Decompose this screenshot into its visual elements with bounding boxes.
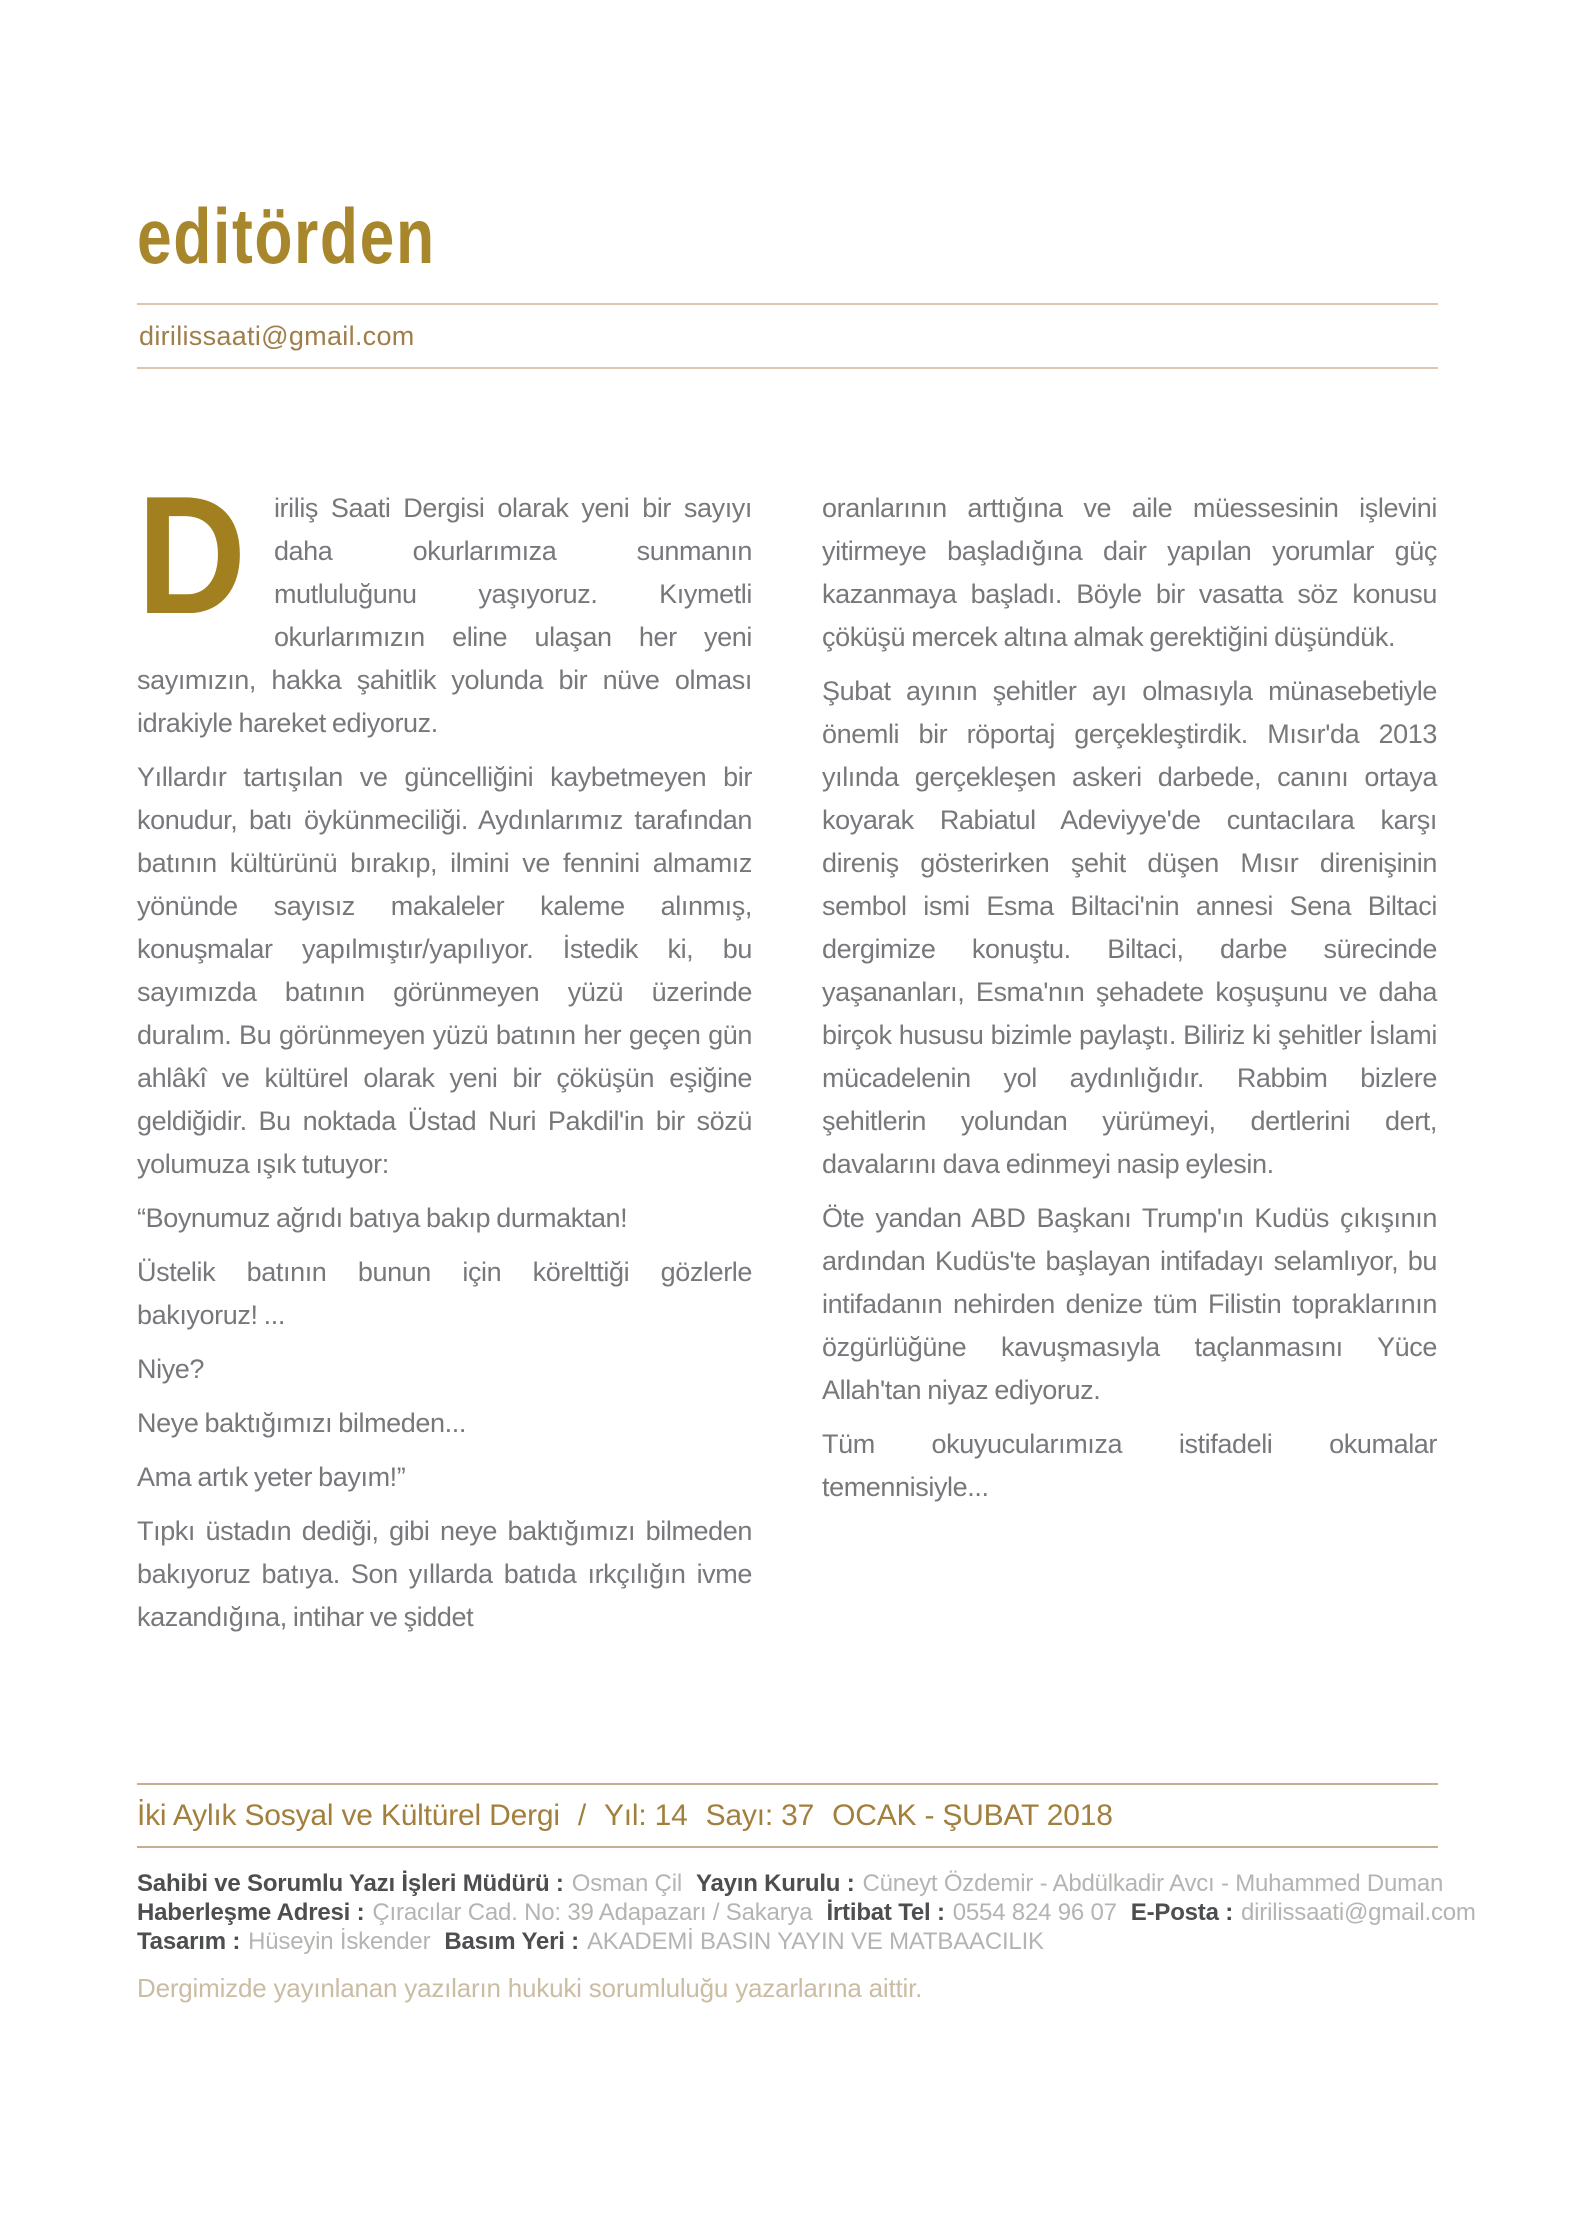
credit-value-print-house: AKADEMİ BASIN YAYIN VE MATBAACILIK — [586, 1928, 1044, 1955]
magazine-meta — [137, 1796, 1113, 1836]
editor-email: dirilissaati@gmail.com — [139, 321, 415, 351]
meta-year: Yıl: 14 — [603, 1799, 688, 1832]
paragraph — [137, 487, 752, 745]
credit-value-editorial-board: Cüneyt Özdemir - Abdülkadir Avcı - Muhammed Duman — [862, 1870, 1444, 1897]
paragraph: Öte yandan ABD Başkanı Trump'ın Kudüs çıkışının ardından Kudüs'te başlayan intifadayı selamlıyor, bu intifadanın nehirden denize tüm Filistin topraklarının özgürlüğüne kavuşmasıyla taçlanmasını Yüce Allah'tan niyaz ediyoruz. — [822, 1203, 1437, 1405]
page-title: editörden — [137, 192, 436, 281]
article-column-right — [822, 487, 1437, 1777]
paragraph: Neye baktığımızı bilmeden... — [137, 1408, 466, 1438]
imprint-credits — [137, 1869, 1483, 1956]
credit-value-address: Çıracılar Cad. No: 39 Adapazarı / Sakarya — [372, 1899, 813, 1926]
meta-issue-date: OCAK - ŞUBAT 2018 — [832, 1799, 1113, 1832]
credit-value-phone: 0554 824 96 07 — [952, 1899, 1117, 1926]
paragraph: Üstelik batının bunun için körelttiği gözlerle bakıyoruz! ... — [137, 1257, 752, 1330]
paragraph: “Boynumuz ağrıdı batıya bakıp durmaktan! — [137, 1203, 628, 1233]
credit-label-owner: Sahibi ve Sorumlu Yazı İşleri Müdürü : — [137, 1870, 564, 1897]
credits-line-1 — [137, 1869, 1483, 1898]
header-rule-top — [137, 303, 1438, 305]
meta-separator: / — [577, 1799, 586, 1832]
credit-value-owner: Osman Çil — [571, 1870, 682, 1897]
credits-line-2 — [137, 1898, 1483, 1927]
meta-issue-number: Sayı: 37 — [705, 1799, 815, 1832]
paragraph-text: iriliş Saati Dergisi olarak yeni bir sayıyı daha okurlarımıza sunmanın mutluluğunu yaşıyoruz. Kıymetli okurlarımızın eline ulaşan her yeni sayımızın, hakka şahitlik yolunda bir nüve olması idrakiyle hareket ediyoruz. — [137, 493, 752, 738]
credit-label-address: Haberleşme Adresi : — [137, 1899, 365, 1926]
article-column-left — [137, 487, 752, 1777]
paragraph: Ama artık yeter bayım!” — [137, 1462, 406, 1492]
header-rule-bottom — [137, 367, 1438, 369]
paragraph: Şubat ayının şehitler ayı olmasıyla münasebetiyle önemli bir röportaj gerçekleştirdik. Mısır'da 2013 yılında gerçekleşen askeri darbede, canını ortaya koyarak Rabiatul Adeviyye'de cuntacılara karşı direniş gösterirken şehit düşen Mısır direnişinin sembol ismi Esma Biltaci'nin annesi Sena Biltaci dergimize konuştu. Biltaci, darbe sürecinde yaşananları, Esma'nın şehadete koşuşunu ve daha birçok hususu bizimle paylaştı. Biliriz ki şehitler İslami mücadelenin yol aydınlığıdır. Rabbim bizlere şehitlerin yolundan yürümeyi, dertlerini dert, davalarını dava edinmeyi nasip eylesin. — [822, 676, 1437, 1179]
credit-value-email: dirilissaati@gmail.com — [1241, 1899, 1476, 1926]
paragraph: Tüm okuyucularımıza istifadeli okumalar temennisiyle... — [822, 1429, 1437, 1502]
paragraph: Tıpkı üstadın dediği, gibi neye baktığımızı bilmeden bakıyoruz batıya. Son yıllarda batıda ırkçılığın ivme kazandığına, intihar ve şiddet — [137, 1516, 752, 1632]
credit-value-design: Hüseyin İskender — [248, 1928, 431, 1955]
credit-label-editorial-board: Yayın Kurulu : — [695, 1870, 855, 1897]
paragraph: Yıllardır tartışılan ve güncelliğini kaybetmeyen bir konudur, batı öykünmeciliği. Aydınlarımız tarafından batının kültürünü bırakıp, ilmini ve fennini almamız yönünde sayısız makaleler kaleme alınmış, konuşmalar yapılmıştır/yapılıyor. İstedik ki, bu sayımızda batının görünmeyen yüzü üzerinde duralım. Bu görünmeyen yüzü batının her geçen gün ahlâkî ve kültürel olarak yeni bir çöküşün eşiğine geldiğidir. Bu noktada Üstad Nuri Pakdil'in bir sözü yolumuza ışık tutuyor: — [137, 762, 752, 1179]
credit-label-print-house: Basım Yeri : — [444, 1928, 579, 1955]
article-body — [137, 487, 1438, 1777]
paragraph: Niye? — [137, 1354, 205, 1384]
footer-rule-bottom — [137, 1846, 1438, 1848]
credit-label-design: Tasarım : — [137, 1928, 241, 1955]
credit-label-email: E-Posta : — [1130, 1899, 1233, 1926]
credits-line-3 — [137, 1927, 1483, 1956]
meta-magazine-type: İki Aylık Sosyal ve Kültürel Dergi — [137, 1799, 560, 1832]
paragraph: oranlarının arttığına ve aile müessesinin işlevini yitirmeye başladığına dair yapılan yorumlar güç kazanmaya başladı. Böyle bir vasatta söz konusu çöküşü mercek altına almak gerektiğini düşündük. — [822, 493, 1437, 652]
credit-label-phone: İrtibat Tel : — [826, 1899, 945, 1926]
legal-disclaimer: Dergimizde yayınlanan yazıların hukuki sorumluluğu yazarlarına aittir. — [137, 1973, 923, 2003]
footer-rule-top — [137, 1783, 1438, 1785]
dropcap-letter: D — [137, 487, 246, 649]
